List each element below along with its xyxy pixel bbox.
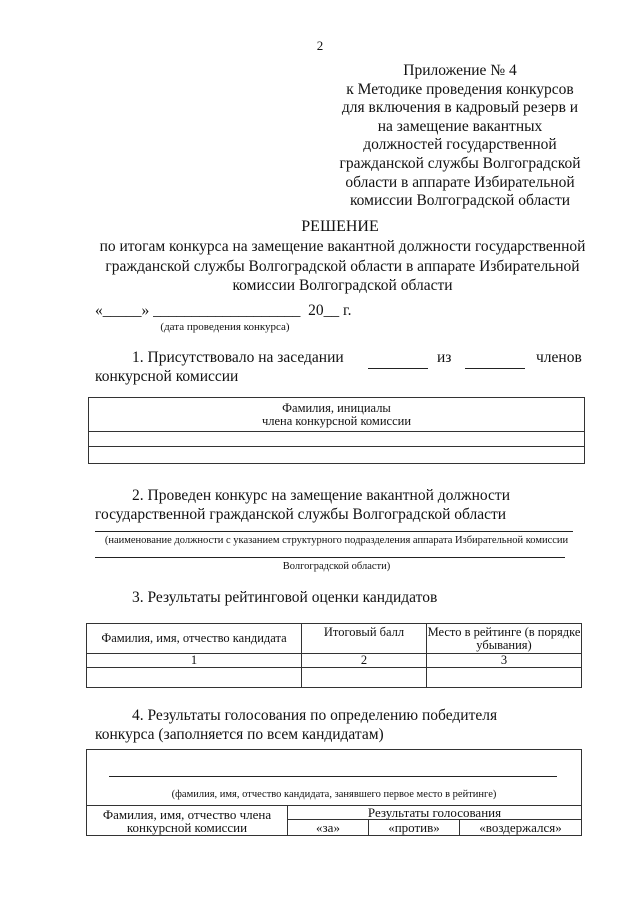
vote-against-header: «против» [369,820,460,836]
rating-cell-place[interactable] [427,668,582,688]
members-header-line: Фамилия, инициалы [282,400,391,415]
commission-members-table [88,397,585,464]
appendix-line: комиссии Волгоградской области [349,192,571,210]
section4-line1: 4. Результаты голосования по определению победителя [132,707,498,724]
date-field[interactable]: «_____» ___________________ 20__ г. [95,302,352,319]
winner-cell[interactable] [87,750,582,806]
rating-cell-name[interactable] [87,668,302,688]
rating-header-score: Итоговый балл [302,624,427,654]
rating-cell-score[interactable] [302,668,427,688]
section1-text: 1. Присутствовало на заседании [132,349,344,366]
document-subtitle [95,237,590,296]
section3-heading: 3. Результаты рейтинговой оценки кандидатов [132,589,438,606]
appendix-line: гражданской службы Волгоградской [339,154,581,172]
rating-table [86,623,582,688]
position-caption: (наименование должности с указанием структурного подразделения аппарата Избирательной комиссии [104,535,569,546]
section2-line2: государственной гражданской службы Волгоградской области [95,506,507,523]
voting-results-header: Результаты голосования [288,806,582,820]
date-caption: (дата проведения конкурса) [160,321,290,333]
rating-col-number: 1 [87,654,302,668]
voting-member-header: Фамилия, имя, отчество члена конкурсной комиссии [87,806,288,836]
member-row[interactable] [89,447,585,464]
document-title: РЕШЕНИЕ [301,218,379,235]
members-header-line: члена конкурсной комиссии [261,413,412,428]
voting-table [86,749,582,836]
winner-name-blank[interactable] [109,776,557,777]
subtitle-line: по итогам конкурса на замещение вакантной должности государственной [99,238,586,255]
section1-members: членов [536,349,582,366]
present-count-blank[interactable] [368,368,428,369]
member-row[interactable] [89,432,585,447]
position-name-blank-2[interactable] [95,557,565,558]
appendix-block [330,62,590,211]
rating-col-number: 2 [302,654,427,668]
section1-from: из [437,349,452,366]
appendix-line: для включения в кадровый резерв и [341,99,579,117]
appendix-line: Приложение № 4 [403,62,517,79]
winner-caption: (фамилия, имя, отчество кандидата, занявшего первое место в рейтинге) [171,789,497,800]
page-number: 2 [316,38,324,53]
vote-for-header: «за» [288,820,369,836]
appendix-line: к Методике проведения конкурсов [346,80,574,98]
subtitle-line: комиссии Волгоградской области [232,277,453,294]
rating-col-number: 3 [427,654,582,668]
members-header-cell [89,398,585,432]
section2-line1: 2. Проведен конкурс на замещение вакантной должности [132,487,510,504]
appendix-line: области в аппарате Избирательной [345,173,575,191]
section1-commission: конкурсной комиссии [95,368,239,385]
total-count-blank[interactable] [465,368,525,369]
vote-abstained-header: «воздержался» [460,820,582,836]
appendix-line: на замещение вакантных [377,117,543,135]
position-caption-2: Волгоградской области) [282,561,391,572]
appendix-line: должностей государственной [363,136,557,154]
rating-header-name: Фамилия, имя, отчество кандидата [87,624,302,654]
subtitle-line: гражданской службы Волгоградской области в аппарате Избирательной [105,257,580,275]
rating-header-place: Место в рейтинге (в порядке убывания) [427,624,581,652]
position-name-blank-1[interactable] [95,531,573,532]
section4-line2: конкурса (заполняется по всем кандидатам) [95,726,384,743]
